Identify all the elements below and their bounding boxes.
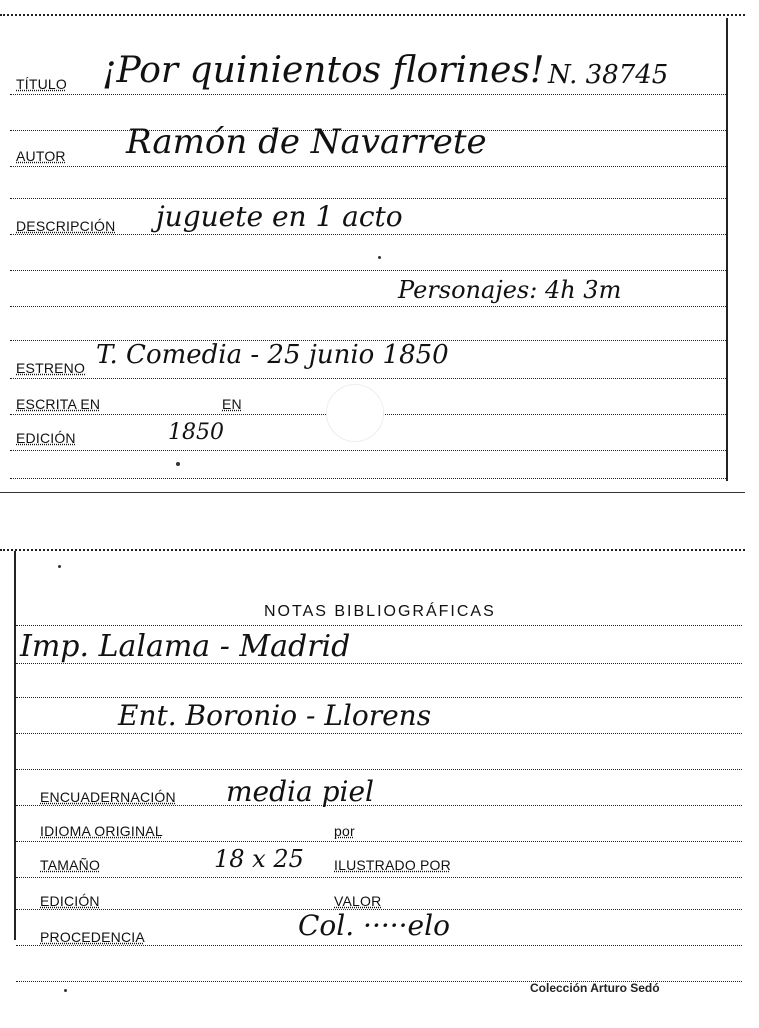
- procedencia-value: Col. ·····elo: [298, 909, 450, 942]
- rule-line: [16, 769, 742, 770]
- rule-line: [10, 166, 726, 167]
- rule-line: [10, 306, 726, 307]
- card-border-top: [0, 14, 745, 16]
- titulo-label: TÍTULO: [16, 76, 67, 92]
- tamano-value: 18 x 25: [214, 845, 304, 873]
- encuadernacion-value: media piel: [226, 775, 374, 808]
- card-border-left: [14, 551, 16, 940]
- rule-line: [10, 198, 726, 199]
- escrita-en-label: ESCRITA EN: [16, 396, 101, 412]
- rule-line: [16, 877, 742, 878]
- catalog-card-top: [0, 0, 745, 495]
- rule-line: [10, 94, 726, 95]
- ilustrado-por-label: ILUSTRADO POR: [334, 857, 451, 873]
- encuadernacion-label: ENCUADERNACIÓN: [40, 789, 176, 805]
- personajes-value: Personajes: 4h 3m: [398, 276, 622, 304]
- autor-label: AUTOR: [16, 148, 66, 164]
- edicion-value: 1850: [168, 420, 224, 445]
- rule-line: [10, 478, 726, 479]
- edicion-label-bottom: EDICIÓN: [40, 893, 100, 909]
- titulo-value: ¡Por quinientos florines!: [102, 50, 545, 91]
- notas-heading: NOTAS BIBLIOGRÁFICAS: [264, 603, 496, 620]
- rule-line: [16, 625, 742, 626]
- rule-line: [16, 841, 742, 842]
- rule-line: [10, 378, 726, 379]
- descripcion-label: DESCRIPCIÓN: [16, 218, 116, 234]
- card-separator: [0, 492, 745, 493]
- collection-footer: Colección Arturo Sedó: [530, 981, 660, 995]
- ink-speck: [176, 462, 180, 466]
- autor-value: Ramón de Navarrete: [126, 122, 487, 162]
- rule-line: [16, 945, 742, 946]
- rule-line: [10, 450, 726, 451]
- ink-speck: [58, 565, 61, 568]
- catalog-card-bottom: [0, 545, 745, 995]
- procedencia-label: PROCEDENCIA: [40, 929, 145, 945]
- rule-line: [16, 805, 742, 806]
- descripcion-value: juguete en 1 acto: [156, 200, 403, 233]
- ink-speck: [64, 989, 67, 992]
- numero-value: N. 38745: [548, 60, 669, 90]
- nota-line-1: Imp. Lalama - Madrid: [20, 629, 351, 664]
- estreno-value: T. Comedia - 25 junio 1850: [96, 340, 449, 370]
- tamano-label: TAMAÑO: [40, 857, 101, 873]
- rule-line: [16, 697, 742, 698]
- edicion-label: EDICIÓN: [16, 430, 76, 446]
- nota-line-2: Ent. Boronio - Llorens: [118, 699, 432, 732]
- punch-hole: [326, 384, 384, 442]
- en-label: EN: [222, 396, 242, 412]
- rule-line: [16, 733, 742, 734]
- card-border-top: [0, 549, 745, 551]
- por-label: por: [334, 823, 355, 839]
- rule-line: [10, 270, 726, 271]
- ink-speck: [378, 256, 381, 259]
- card-border-right: [726, 18, 728, 481]
- rule-line: [10, 234, 726, 235]
- idioma-original-label: IDIOMA ORIGINAL: [40, 823, 163, 839]
- valor-label: VALOR: [334, 893, 382, 909]
- estreno-label: ESTRENO: [16, 360, 86, 376]
